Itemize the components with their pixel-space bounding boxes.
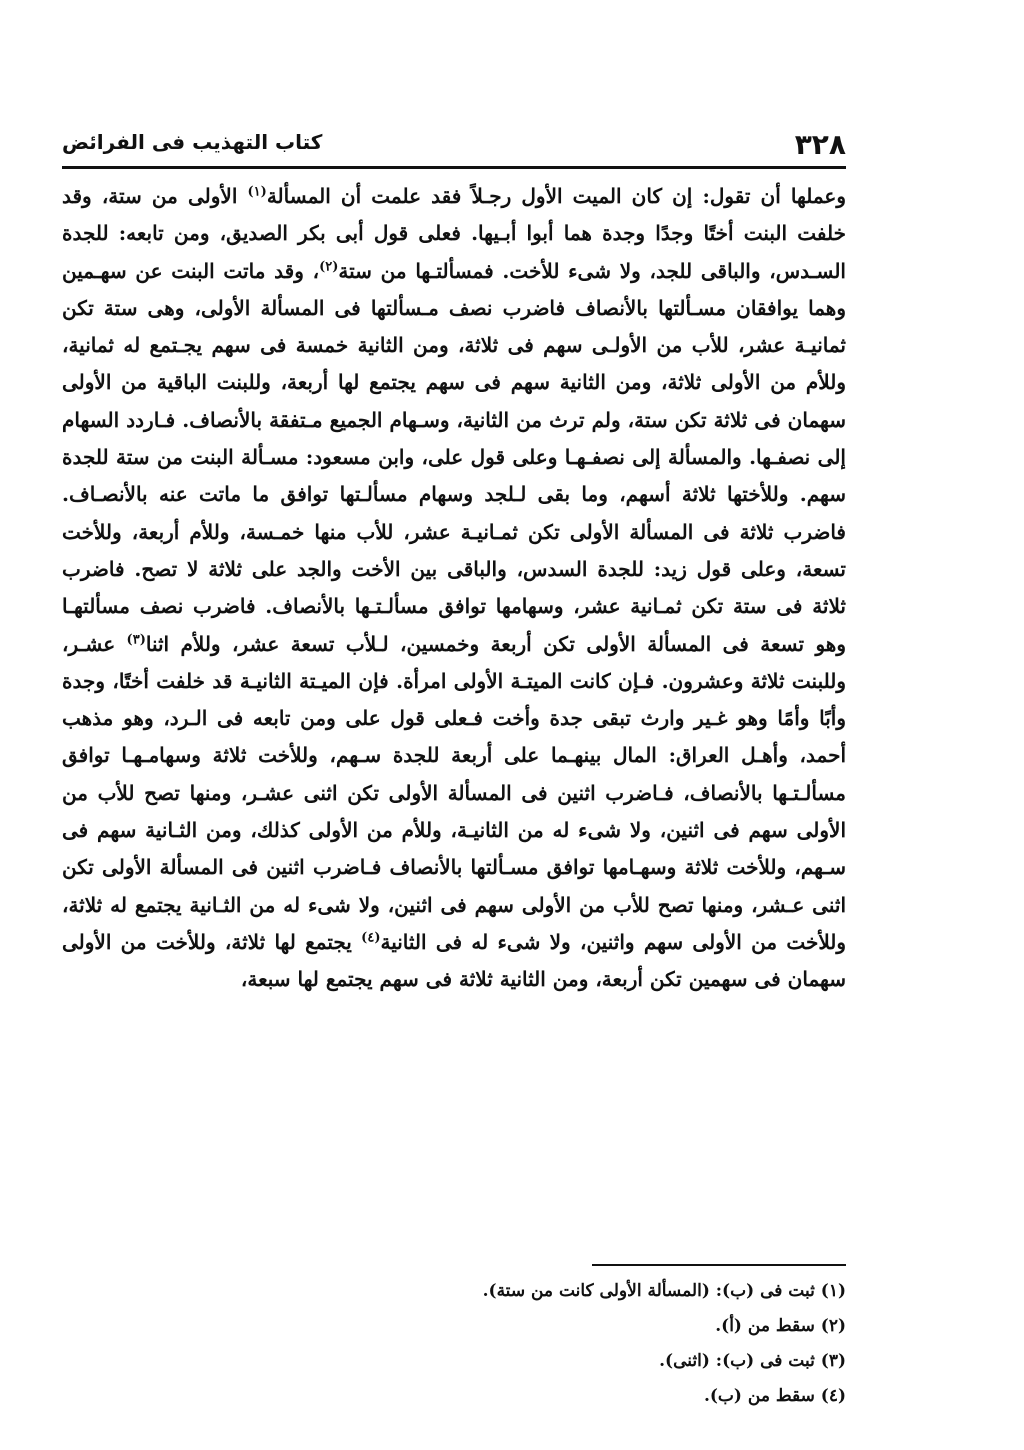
running-title: كتاب التهذيب فى الفرائض [62, 130, 323, 154]
text-segment-5: يجتمع لها ثلاثة، وللأخت من الأولى سهمان فى سهمين تكن أربعة، ومن الثانية ثلاثة فى سهم يجتمع لها سبعة، [62, 929, 846, 992]
main-text [62, 178, 846, 999]
footnote-ref-3: (٣) [126, 631, 146, 647]
page-number: ٣٢٨ [794, 128, 846, 161]
footnote-rule [592, 1264, 846, 1266]
footnotes [62, 1274, 846, 1414]
footnote-ref-4: (٤) [361, 930, 381, 946]
footnote-4: (٤) سقط من (ب). [703, 1386, 846, 1406]
header-rule [62, 166, 846, 169]
text-segment-3: ، وقد ماتت البنت عن سهـمين وهما يوافقان مسـألتها بالأنصاف فاضرب نصف مـسألتها فى المسألة الأولى، وهى ستة تكن ثمانيـة عشر، للأب من الأولـى سهم فى ثلاثة، ومن الثانية خمسة فى سهم يجـتمع له ثمانية، وللأم من الأولى ثلاثة، ومن الثانية سهم فى سهم يجتمع لها أربعة، وللبنت الباقية من الأولى سهمان فى ثلاثة تكن ستة، ولم ترث من الثانية، وسـهام الجميع مـتفقة بالأنصاف. فـاردد السهام إلى نصفـها. والمسألة إلى نصفـهـا وعلى قول على، وابن مسعود: مسـألة البنت من ستة للجدة سهم. وللأختها ثلاثة أسهم، وما بقى لـلجد وسهام مسألـتها توافق ما ماتت عنه بالأنصـاف. فاضرب ثلاثة فى المسألة الأولى تكن ثمـانيـة عشر، للأب منها خمـسة، وللأم أربعة، وللأخت تسعة، وعلى قول زيد: للجدة السدس، والباقى بين الأخت والجد على ثلاثة لا تصح. فاضرب ثلاثة فى ستة تكن ثمـانية عشر، وسهامها توافق مسألـتـها بالأنصاف. فاضرب نصف مسألتهـا وهو تسعة فى المسألة الأولى تكن أربعة وخمسين، لـلأب تسعة عشر، وللأم اثنا [62, 258, 846, 656]
footnote-ref-1: (١) [247, 184, 267, 200]
footnote-ref-2: (٢) [319, 258, 339, 274]
footnote-2: (٢) سقط من (أ). [715, 1316, 846, 1336]
footnote-3: (٣) ثبت فى (ب): (اثنى). [659, 1351, 846, 1371]
footnote-1: (١) ثبت فى (ب): (المسألة الأولى كانت من ستة). [482, 1281, 846, 1301]
main-paragraph [62, 178, 846, 999]
text-segment-2: الأولى من ستة، وقد خلفت البنت أختًا وجدًا وجدة هما أبوا أبـيها. فعلى قول أبى بكر الصديق، ومن تابعه: للجدة السـدس، والباقى للجد، ولا شىء للأخت. فمسألتـها من ستة [62, 184, 846, 283]
text-segment-1: وعملها أن تقول: إن كان الميت الأول رجـلاً فقد علمت أن المسألة [266, 184, 846, 208]
page-header [62, 128, 846, 164]
text-segment-4: عشـر، وللبنت ثلاثة وعشرون. فـإن كانت الميتـة الأولى امرأة. فإن الميـتة الثانيـة قد خلفت أختًا، وجدة وأبًا وأمًا وهو غـير وارث تبقى جدة وأخت فـعلى قول على ومن تابعه فى الـرد، وهو مذهب أحمد، وأهـل العراق: المال بينهـما على أربعة للجدة سـهم، وللأخت ثلاثة وسهامـهـا توافق مسألـتـها بالأنصاف، فـاضرب اثنين فى المسألة الأولى تكن اثنى عشـر، ومنها تصح للأب من الأولى سهم فى اثنين، ولا شىء له من الثانيـة، وللأم من الأولى كذلك، ومن الثـانية سهم فى سـهم، وللأخت ثلاثة وسهـامها توافق مسـألتها بالأنصاف فـاضرب اثنين فى المسألة الأولى تكن اثنى عـشر، ومنها تصح للأب من الأولى سهم فى اثنين، ولا شىء له من الثـانية يجتمع له ثلاثة، وللأخت من الأولى سهم واثنين، ولا شىء له فى الثانية [62, 631, 847, 954]
